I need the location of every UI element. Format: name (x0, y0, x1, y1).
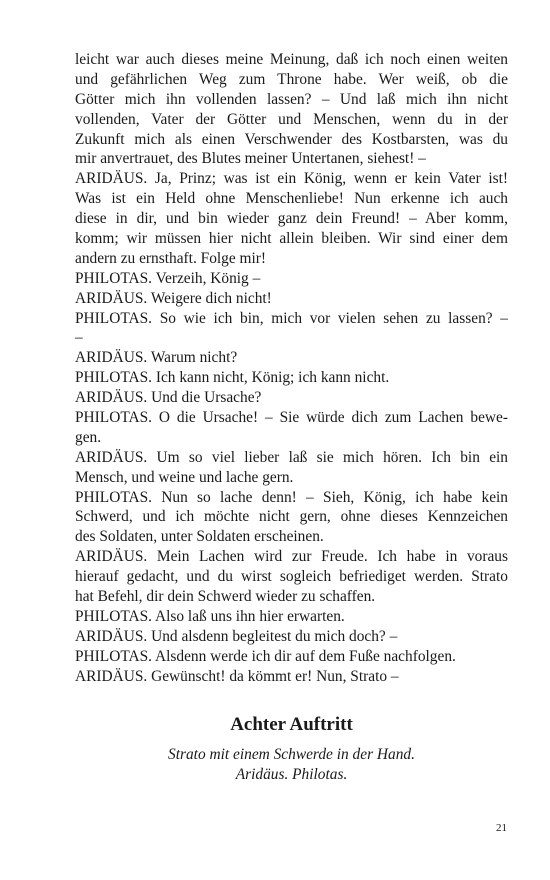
text-line: PHILOTAS. O die Ursache! – Sie würde dich zum Lachen bewe- (75, 409, 508, 427)
scene-title: Achter Auftritt (230, 714, 353, 735)
stage-direction-line: Strato mit einem Schwerde in der Hand. (168, 746, 415, 763)
text-line: PHILOTAS. So wie ich bin, mich vor vielen sehen zu lassen? – (75, 309, 508, 327)
text-line: Zukunft mich als einen Verschwender des Kostbarsten, was du (75, 130, 508, 148)
text-line: PHILOTAS. Alsdenn werde ich dir auf dem Fuße nachfolgen. (75, 647, 456, 665)
text-line: ARIDÄUS. Und alsdenn begleitest du mich doch? – (75, 627, 398, 645)
stage-direction-line: Aridäus. Philotas. (235, 766, 348, 783)
text-line: Götter mich ihn vollenden lassen? – Und laß mich ihn nicht (75, 90, 508, 108)
stage-direction (75, 745, 508, 785)
text-line: Mensch, und weine und lache gern. (75, 468, 294, 486)
text-line: diese in dir, und bin wieder ganz dein Freund! – Aber komm, (75, 210, 508, 228)
text-line: ARIDÄUS. Um so viel lieber laß sie mich hören. Ich bin ein (75, 448, 508, 466)
text-line: des Soldaten, unter Soldaten erscheinen. (75, 528, 324, 546)
text-line: ARIDÄUS. Weigere dich nicht! (75, 289, 272, 307)
text-line: leicht war auch dieses meine Meinung, daß ich noch einen weiten (75, 51, 508, 68)
text-line: ARIDÄUS. Gewünscht! da kömmt er! Nun, Strato – (75, 667, 399, 685)
text-line: Schwerd, und ich möchte nicht gern, ohne dieses Kennzeichen (75, 508, 508, 526)
text-line: PHILOTAS. Ich kann nicht, König; ich kann nicht. (75, 369, 390, 387)
text-line: andern zu ernsthaft. Folge mir! (75, 249, 267, 267)
dialogue-text (75, 50, 508, 687)
text-line: mir anvertrauet, des Blutes meiner Untertanen, siehest! – (75, 150, 426, 168)
text-line: gen. (75, 428, 102, 446)
text-line: Was ist ein Held ohne Menschenliebe! Nun erkenne ich auch (75, 190, 508, 208)
text-line: ARIDÄUS. Mein Lachen wird zur Freude. Ich habe in voraus (75, 548, 508, 566)
text-line: ARIDÄUS. Warum nicht? (75, 349, 238, 367)
text-line: ARIDÄUS. Ja, Prinz; was ist ein König, wenn er kein Vater ist! (75, 170, 508, 188)
text-line: PHILOTAS. Verzeih, König – (75, 269, 261, 287)
page-number: 21 (496, 822, 507, 834)
text-line: vollenden, Vater der Götter und Menschen, wenn du in der (75, 110, 508, 128)
text-line: ARIDÄUS. Und die Ursache? (75, 389, 262, 407)
text-line: PHILOTAS. Also laß uns ihn hier erwarten. (75, 607, 345, 625)
scene-heading-block (75, 712, 508, 785)
text-line: PHILOTAS. Nun so lache denn! – Sieh, König, ich habe kein (75, 488, 508, 506)
text-line: – (75, 329, 83, 347)
text-line: hat Befehl, dir dein Schwerd wieder zu schaffen. (75, 588, 376, 606)
text-line: und gefährlichen Weg zum Throne habe. Wer weiß, ob die (75, 70, 508, 88)
text-line: hierauf gedacht, und du wirst sogleich befriediget werden. Strato (75, 568, 508, 586)
text-line: komm; wir müssen hier nicht allein bleiben. Wir sind einer dem (75, 230, 508, 248)
